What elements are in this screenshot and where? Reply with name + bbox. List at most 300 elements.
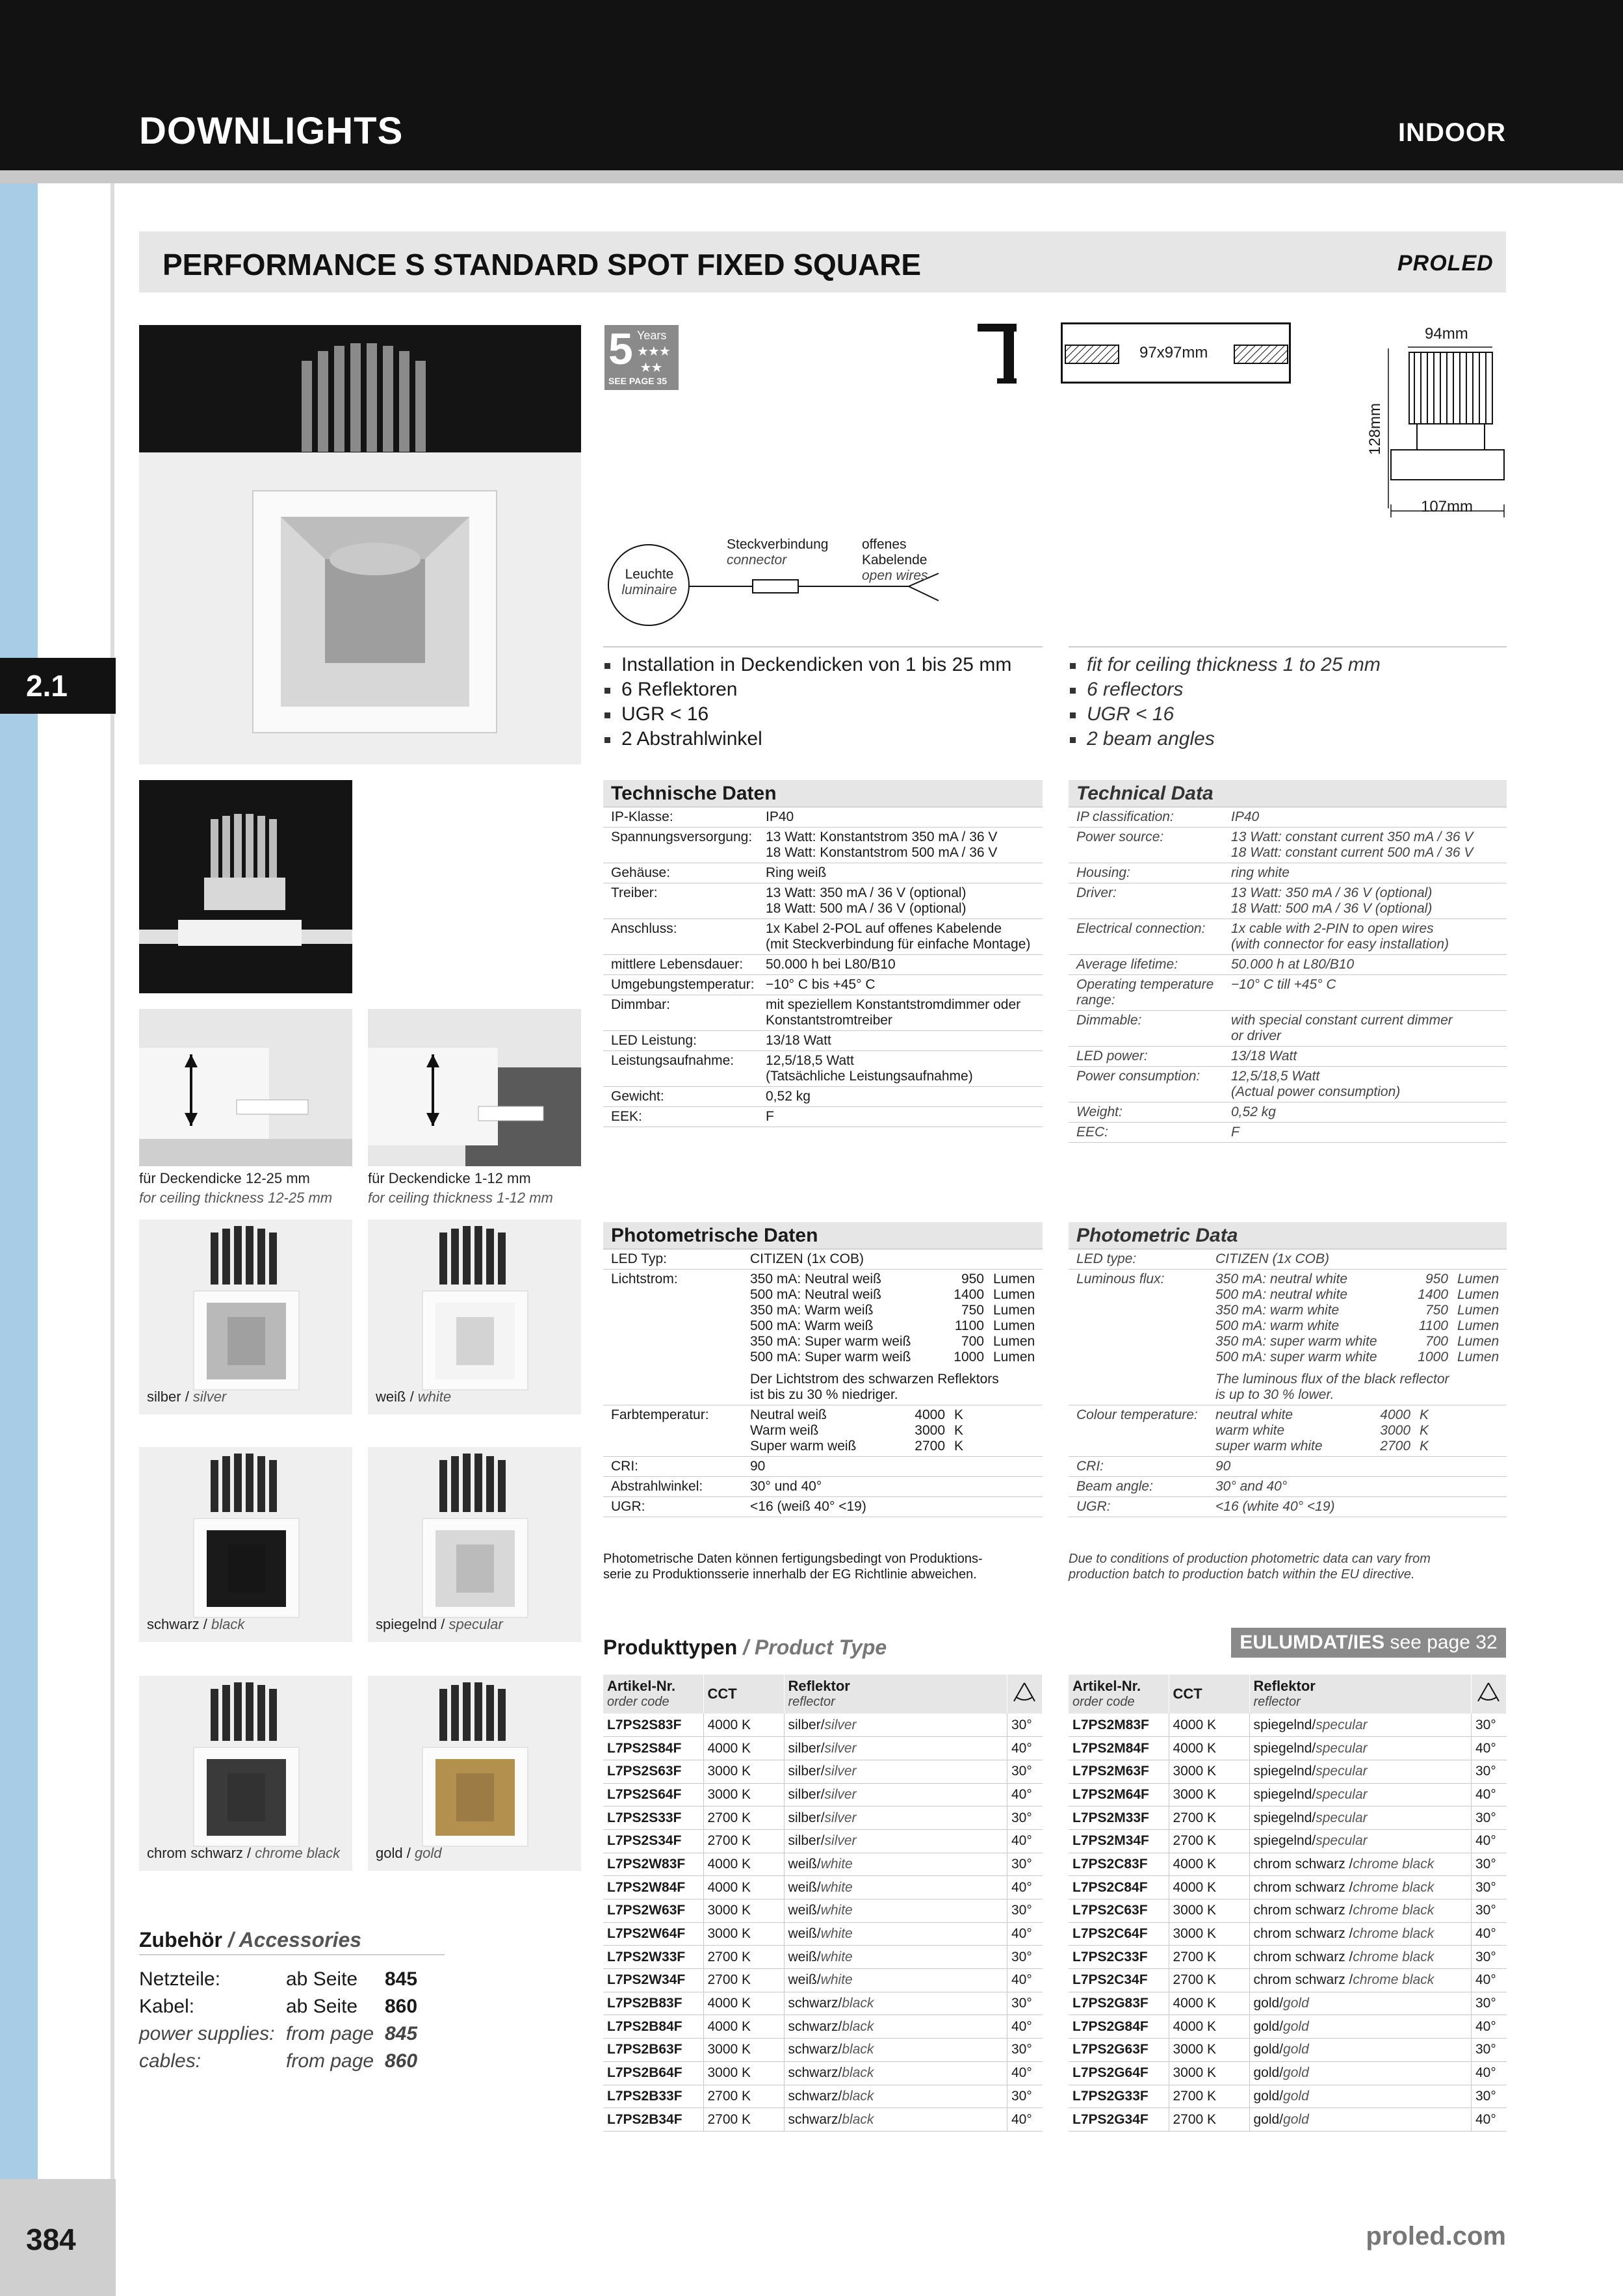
flux-condition: 500 mA: Neutral weiß: [750, 1287, 881, 1302]
spec-key: Spannungsversorgung:: [611, 829, 753, 844]
spec-key: Gewicht:: [611, 1089, 664, 1104]
cct-value: 2700: [915, 1439, 945, 1454]
reflector-de: spiegelnd: [1253, 1717, 1312, 1732]
cct-value: 4000 K: [1169, 1876, 1249, 1899]
reflector-de: weiß: [788, 1879, 817, 1895]
flux-line: [1215, 1303, 1500, 1318]
flux-line: [750, 1272, 1036, 1287]
spec-row: [603, 863, 1043, 883]
reflector-cell: weiß/white: [784, 1853, 1007, 1876]
beam-angle: 30°: [1007, 1946, 1043, 1969]
reflector-de: chrom schwarz: [1253, 1972, 1349, 1988]
order-code: L7PS2B64F: [603, 2061, 703, 2085]
header-sublabel: order code: [1072, 1695, 1135, 1709]
table-row: [603, 2085, 1043, 2108]
spec-value: CITIZEN (1x COB): [1215, 1251, 1330, 1266]
open-de: offenes Kabelende: [862, 537, 928, 567]
spec-value: −10° C bis +45° C: [766, 977, 876, 992]
header-cct: CCT: [1169, 1675, 1249, 1714]
spec-key: Anschluss:: [611, 921, 677, 936]
spec-key: Housing:: [1076, 865, 1130, 880]
accessory-name: Kabel:: [139, 1996, 195, 2017]
features-divider-en: [1069, 646, 1507, 647]
table-row: [1069, 2039, 1507, 2062]
spec-value: CITIZEN (1x COB): [750, 1251, 864, 1266]
main-product-photo: [139, 325, 581, 764]
spec-value: <16 (white 40° <19): [1215, 1499, 1335, 1514]
spec-row: [603, 1249, 1043, 1270]
order-code: L7PS2G34F: [1069, 2108, 1169, 2132]
beam-angle: 40°: [1007, 2061, 1043, 2085]
spec-value: 13/18 Watt: [1231, 1049, 1297, 1063]
table-row: [603, 1829, 1043, 1853]
spec-value: IP40: [766, 809, 794, 824]
order-code: L7PS2C64F: [1069, 1922, 1169, 1946]
flux-value: 1100: [954, 1318, 984, 1333]
table-row: [1069, 1807, 1507, 1830]
spec-key: IP classification:: [1076, 809, 1174, 824]
beam-angle: 30°: [1007, 1992, 1043, 2015]
feature-item: Installation in Deckendicken von 1 bis 25 mm: [603, 653, 1011, 677]
acc-title-en: Accessories: [239, 1928, 362, 1951]
beam-angle: 30°: [1007, 1853, 1043, 1876]
table-header-row: [603, 1675, 1043, 1714]
photometric-data-title: Photometric Data: [1069, 1222, 1507, 1249]
reflector-cell: weiß/white: [784, 1876, 1007, 1899]
website-link[interactable]: proled.com: [1366, 2222, 1506, 2250]
flux-unit: Lumen: [1457, 1334, 1500, 1349]
variant-name-en: specular: [448, 1616, 503, 1632]
reflector-en: specular: [1316, 1740, 1368, 1756]
spec-key: IP-Klasse:: [611, 809, 673, 824]
cct-value: 4000: [1380, 1407, 1410, 1422]
order-code: L7PS2C33F: [1069, 1946, 1169, 1969]
reflector-en: white: [820, 1926, 853, 1942]
reflector-en: white: [820, 1903, 853, 1918]
dim-width: 94mm: [1425, 325, 1468, 343]
flux-condition: 500 mA: Super warm weiß: [750, 1350, 911, 1364]
lum-de: Leuchte: [625, 567, 674, 582]
spec-row: [1069, 1249, 1507, 1270]
flux-value: 1000: [954, 1350, 984, 1364]
table-row: [1069, 1760, 1507, 1783]
reflector-cell: schwarz/black: [784, 2061, 1007, 2085]
spec-value: 50.000 h bei L80/B10: [766, 957, 896, 972]
cct-value: 4000 K: [1169, 1853, 1249, 1876]
order-code: L7PS2W33F: [603, 1946, 703, 1969]
reflector-cell: weiß/white: [784, 1922, 1007, 1946]
flux-condition: 350 mA: Super warm weiß: [750, 1334, 911, 1349]
beam-angle: 30°: [1472, 1992, 1507, 2015]
cct-value: 4000 K: [1169, 1992, 1249, 2015]
order-code: L7PS2W63F: [603, 1899, 703, 1923]
reflector-de: schwarz: [788, 2018, 838, 2034]
reflector-en: silver: [824, 1717, 857, 1732]
photometric-data-en: [1069, 1222, 1507, 1517]
cutout-size: 97x97mm: [1139, 344, 1208, 361]
spec-value: 13 Watt: 350 mA / 36 V (optional) 18 Watt: 500 mA / 36 V (optional): [1231, 885, 1433, 916]
cct-line: [1215, 1423, 1462, 1439]
star-icon: ★★★ ★★: [637, 345, 670, 375]
accessory-page-label: ab Seite: [286, 1968, 358, 1990]
cct-value: 4000: [915, 1407, 945, 1422]
reflector-cell: schwarz/black: [784, 1992, 1007, 2015]
accessories-title: Zubehör / Accessories: [139, 1928, 362, 1951]
category-title: DOWNLIGHTS: [139, 110, 404, 152]
technical-data-de: [603, 780, 1043, 1127]
cct-value: 3000 K: [1169, 1922, 1249, 1946]
reflector-de: spiegelnd: [1253, 1740, 1312, 1756]
reflector-en: gold: [1283, 1996, 1309, 2011]
table-row: [603, 1807, 1043, 1830]
spec-value: 1x Kabel 2-POL auf offenes Kabelende (mit Steckverbindung für einfache Montage): [766, 921, 1031, 952]
warranty-years-number: 5: [608, 324, 633, 374]
reflector-en: gold: [1283, 2088, 1309, 2104]
cct-value: 2700 K: [703, 1946, 784, 1969]
types-title-de: Produkttypen: [603, 1636, 738, 1659]
accessories-divider: [139, 1954, 445, 1955]
beam-angle-icon: [1472, 1675, 1507, 1714]
spec-row: [603, 1051, 1043, 1087]
reflector-en: white: [820, 1879, 853, 1895]
cct-value: 3000: [915, 1423, 945, 1438]
reflector-cell: spiegelnd/specular: [1249, 1783, 1472, 1807]
reflector-cell: gold/gold: [1249, 2015, 1472, 2039]
accessory-page-link[interactable]: 860: [385, 1996, 418, 2017]
cct-row: [1069, 1405, 1507, 1457]
spec-key: Lichtstrom:: [611, 1272, 678, 1286]
spec-key: Gehäuse:: [611, 865, 671, 880]
cct-value: 2700 K: [1169, 1829, 1249, 1853]
photometric-data-de: [603, 1222, 1043, 1517]
flux-line: [1215, 1350, 1500, 1365]
spec-row: [603, 975, 1043, 995]
variant-caption: schwarz / black: [147, 1616, 245, 1632]
flux-value: 1000: [1418, 1350, 1448, 1364]
cct-value: 4000 K: [703, 1853, 784, 1876]
table-header-row: [1069, 1675, 1507, 1714]
flux-line: [750, 1350, 1036, 1365]
flux-line: [1215, 1272, 1500, 1287]
page-number: 384: [26, 2223, 76, 2256]
flux-unit: Lumen: [1457, 1272, 1500, 1286]
reflector-cell: weiß/white: [784, 1969, 1007, 1992]
cct-value: 3000 K: [1169, 2061, 1249, 2085]
spec-key: Driver:: [1076, 885, 1117, 900]
reflector-en: gold: [1283, 2111, 1309, 2127]
spec-value: 12,5/18,5 Watt (Tatsächliche Leistungsaufnahme): [766, 1053, 973, 1084]
reflector-de: spiegelnd: [1253, 1810, 1312, 1825]
dim-depth: 107mm: [1421, 498, 1474, 515]
variant-name-en: black: [211, 1616, 245, 1632]
variant-photo: [368, 1220, 581, 1415]
reflector-de: weiß: [788, 1949, 817, 1964]
cct-values: [750, 1407, 1043, 1454]
variant-caption: weiß / white: [376, 1389, 452, 1405]
reflector-cell: silber/silver: [784, 1714, 1007, 1737]
accessory-name: Netzteile:: [139, 1968, 221, 1990]
order-code: L7PS2C83F: [1069, 1853, 1169, 1876]
spec-value: 13 Watt: 350 mA / 36 V (optional) 18 Watt: 500 mA / 36 V (optional): [766, 885, 967, 916]
spec-value: 12,5/18,5 Watt (Actual power consumption): [1231, 1069, 1401, 1099]
beam-angle: 40°: [1007, 1783, 1043, 1807]
cct-value: 3000 K: [703, 2039, 784, 2062]
cct-unit: K: [954, 1407, 964, 1422]
table-row: [603, 1946, 1043, 1969]
spec-key: Power source:: [1076, 829, 1164, 844]
spec-key: UGR:: [1076, 1499, 1111, 1514]
reflector-de: silber: [788, 1786, 821, 1802]
reflector-cell: chrom schwarz /chrome black: [1249, 1876, 1472, 1899]
flux-line: [750, 1287, 1036, 1303]
reflector-cell: schwarz/black: [784, 2039, 1007, 2062]
photometric-footnote-en: Due to conditions of production photometric data can vary from production batch to production batch within the EU directive.: [1069, 1552, 1431, 1582]
reflector-de: weiß: [788, 1926, 817, 1942]
cct-value: 4000 K: [1169, 1714, 1249, 1737]
beam-angle: 40°: [1007, 1829, 1043, 1853]
header-order-code: [603, 1675, 703, 1714]
beam-angle: 40°: [1472, 1969, 1507, 1992]
feature-item: 2 Abstrahlwinkel: [603, 727, 1011, 751]
spec-value: 30° and 40°: [1215, 1479, 1288, 1494]
table-row: [603, 2015, 1043, 2039]
wiring-connector-label: [727, 537, 828, 568]
cct-value: 3000 K: [703, 1922, 784, 1946]
spec-key: LED type:: [1076, 1251, 1137, 1266]
reflector-de: gold: [1253, 2111, 1280, 2127]
spec-key: Operating temperature range:: [1076, 977, 1214, 1008]
spec-key: Average lifetime:: [1076, 957, 1178, 972]
reflector-en: silver: [824, 1764, 857, 1779]
beam-angle: 40°: [1007, 1876, 1043, 1899]
order-code: L7PS2G33F: [1069, 2085, 1169, 2108]
features-divider-de: [603, 646, 1043, 647]
table-row: [1069, 1922, 1507, 1946]
cct-name: super warm white: [1215, 1439, 1323, 1454]
reflector-cell: chrom schwarz /chrome black: [1249, 1946, 1472, 1969]
spec-value: <16 (weiß 40° <19): [750, 1499, 866, 1514]
reflector-de: silber: [788, 1740, 821, 1756]
reflector-cell: spiegelnd/specular: [1249, 1760, 1472, 1783]
eulumdat-label: EULUMDAT/IES: [1240, 1632, 1385, 1653]
table-row: [1069, 2061, 1507, 2085]
reflector-de: silber: [788, 1717, 821, 1732]
cct-value: 3000 K: [703, 1783, 784, 1807]
reflector-de: gold: [1253, 1996, 1280, 2011]
cct-unit: K: [1420, 1423, 1429, 1438]
accessory-row: [139, 1966, 464, 1993]
brand-logo: PROLED: [1397, 251, 1494, 276]
reflector-de: gold: [1253, 2065, 1280, 2081]
reflector-de: spiegelnd: [1253, 1833, 1312, 1849]
order-code: L7PS2S34F: [603, 1829, 703, 1853]
order-code: L7PS2B34F: [603, 2108, 703, 2132]
spec-key: LED power:: [1076, 1049, 1148, 1063]
cct-value: 2700: [1380, 1439, 1410, 1454]
cct-value: 2700 K: [703, 1829, 784, 1853]
reflector-en: chrome black: [1353, 1856, 1435, 1872]
variant-photo: [139, 1676, 352, 1871]
spec-row: [603, 1477, 1043, 1497]
spec-row: [1069, 1011, 1507, 1047]
features-en: [1069, 653, 1381, 751]
feature-item: 2 beam angles: [1069, 727, 1381, 751]
table-row: [1069, 1876, 1507, 1899]
spec-key: Leistungsaufnahme:: [611, 1053, 734, 1068]
reflector-cell: schwarz/black: [784, 2015, 1007, 2039]
reflector-cell: gold/gold: [1249, 2108, 1472, 2132]
header-reflector: [1249, 1675, 1472, 1714]
order-code: L7PS2S33F: [603, 1807, 703, 1830]
cct-value: 4000 K: [703, 2015, 784, 2039]
reflector-cell: schwarz/black: [784, 2085, 1007, 2108]
spec-value: with special constant current dimmer or driver: [1231, 1013, 1453, 1043]
spec-key: Colour temperature:: [1076, 1407, 1198, 1422]
accessory-page-link[interactable]: 845: [385, 1968, 418, 1990]
table-row: [603, 1853, 1043, 1876]
table-row: [1069, 1899, 1507, 1923]
beam-angle: 40°: [1472, 1783, 1507, 1807]
spec-key: Treiber:: [611, 885, 658, 900]
cct-value: 2700 K: [1169, 2108, 1249, 2132]
spec-key: Umgebungstemperatur:: [611, 977, 755, 992]
beam-angle: 30°: [1007, 1899, 1043, 1923]
cct-line: [1215, 1439, 1462, 1454]
reflector-cell: chrom schwarz /chrome black: [1249, 1899, 1472, 1923]
reflector-en: specular: [1316, 1833, 1368, 1849]
cct-name: warm white: [1215, 1423, 1285, 1438]
beam-angle: 30°: [1472, 1946, 1507, 1969]
caption-de: für Deckendicke 1-12 mm: [368, 1170, 531, 1186]
product-title: PERFORMANCE S STANDARD SPOT FIXED SQUARE: [162, 248, 922, 281]
accessories-list: [139, 1966, 464, 2075]
reflector-en: silver: [824, 1786, 857, 1802]
reflector-en: chrome black: [1353, 1903, 1435, 1918]
product-types-title: Produkttypen / Product Type: [603, 1636, 887, 1659]
reflector-de: chrom schwarz: [1253, 1926, 1349, 1942]
cct-unit: K: [1420, 1439, 1429, 1454]
reflector-de: silber: [788, 1810, 821, 1825]
beam-angle: 30°: [1472, 1853, 1507, 1876]
flux-unit: Lumen: [993, 1287, 1035, 1302]
spec-key: Farbtemperatur:: [611, 1407, 709, 1422]
beam-angle-icon: [1007, 1675, 1043, 1714]
flux-values: [750, 1272, 1043, 1403]
feature-item: UGR < 16: [1069, 702, 1381, 727]
section-tab: 2.1: [0, 658, 116, 714]
spec-row: [1069, 883, 1507, 919]
flux-value: 1400: [954, 1287, 984, 1302]
beam-angle: 30°: [1472, 1714, 1507, 1737]
spec-key: EEC:: [1076, 1125, 1109, 1140]
cct-value: 3000 K: [703, 2061, 784, 2085]
caption-en: for ceiling thickness 12-25 mm: [139, 1190, 333, 1206]
cct-value: 4000 K: [1169, 2015, 1249, 2039]
beam-angle: 40°: [1007, 1922, 1043, 1946]
feature-item: UGR < 16: [603, 702, 1011, 727]
flux-line: [1215, 1318, 1500, 1334]
reflector-en: gold: [1283, 2065, 1309, 2081]
cct-name: neutral white: [1215, 1407, 1293, 1422]
reflector-cell: schwarz/black: [784, 2108, 1007, 2132]
reflector-cell: weiß/white: [784, 1899, 1007, 1923]
cct-value: 4000 K: [703, 1737, 784, 1760]
order-code: L7PS2M83F: [1069, 1714, 1169, 1737]
table-row: [603, 1992, 1043, 2015]
beam-angle: 40°: [1472, 2108, 1507, 2132]
eulumdat-link[interactable]: [1231, 1628, 1506, 1658]
beam-angle: 30°: [1007, 1760, 1043, 1783]
reflector-de: schwarz: [788, 2065, 838, 2081]
product-type-table-left: [603, 1675, 1043, 2132]
cct-value: 2700 K: [1169, 1807, 1249, 1830]
cct-value: 4000 K: [703, 1714, 784, 1737]
open-en: open wires: [862, 568, 928, 583]
spec-key: LED Typ:: [611, 1251, 667, 1266]
spec-row: [603, 1031, 1043, 1051]
reflector-cell: chrom schwarz /chrome black: [1249, 1969, 1472, 1992]
reflector-en: gold: [1283, 2018, 1309, 2034]
spec-row: [1069, 828, 1507, 863]
header-cct: CCT: [703, 1675, 784, 1714]
flux-value: 700: [1425, 1334, 1448, 1349]
table-row: [603, 1969, 1043, 1992]
spec-row: [1069, 1047, 1507, 1067]
con-de: Steckverbindung: [727, 537, 829, 552]
reflector-de: weiß: [788, 1972, 817, 1988]
order-code: L7PS2S83F: [603, 1714, 703, 1737]
features-de: [603, 653, 1011, 751]
cct-value: 3000 K: [1169, 1899, 1249, 1923]
cct-unit: K: [1420, 1407, 1429, 1422]
flux-condition: 350 mA: warm white: [1215, 1303, 1340, 1318]
flux-condition: 350 mA: neutral white: [1215, 1272, 1348, 1286]
accessory-page-link[interactable]: 860: [385, 2050, 418, 2072]
variant-photo: [139, 1447, 352, 1642]
order-code: L7PS2W64F: [603, 1922, 703, 1946]
order-code: L7PS2C84F: [1069, 1876, 1169, 1899]
table-row: [1069, 1714, 1507, 1737]
reflector-en: silver: [824, 1810, 857, 1825]
reflector-en: black: [842, 1996, 874, 2011]
lum-en: luminaire: [621, 582, 677, 597]
caption-de: für Deckendicke 12-25 mm: [139, 1170, 310, 1186]
table-row: [1069, 1946, 1507, 1969]
variant-name-en: gold: [414, 1845, 442, 1861]
table-row: [1069, 1829, 1507, 1853]
accessory-page-link[interactable]: 845: [385, 2023, 418, 2044]
variant-name-en: white: [417, 1389, 452, 1405]
order-code: L7PS2W84F: [603, 1876, 703, 1899]
flux-value: 1100: [1418, 1318, 1448, 1333]
reflector-cell: silber/silver: [784, 1807, 1007, 1830]
flux-row: [603, 1270, 1043, 1405]
reflector-en: chrome black: [1353, 1926, 1435, 1942]
order-code: L7PS2W83F: [603, 1853, 703, 1876]
spec-value: 50.000 h at L80/B10: [1231, 957, 1355, 972]
reflector-de: silber: [788, 1764, 821, 1779]
reflector-en: specular: [1316, 1810, 1368, 1825]
cct-value: 4000 K: [703, 1992, 784, 2015]
wiring-luminaire-label: [621, 567, 677, 598]
spec-value: 13 Watt: Konstantstrom 350 mA / 36 V 18 Watt: Konstantstrom 500 mA / 36 V: [766, 829, 998, 860]
spec-value: 90: [750, 1459, 766, 1474]
order-code: L7PS2W34F: [603, 1969, 703, 1992]
reflector-en: black: [842, 2018, 874, 2034]
spec-value: ring white: [1231, 865, 1290, 880]
photometric-footnote-de: Photometrische Daten können fertigungsbedingt von Produktions- serie zu Produktionsserie innerhalb der EG Richtlinie abweichen.: [603, 1552, 983, 1582]
reflector-cell: silber/silver: [784, 1760, 1007, 1783]
